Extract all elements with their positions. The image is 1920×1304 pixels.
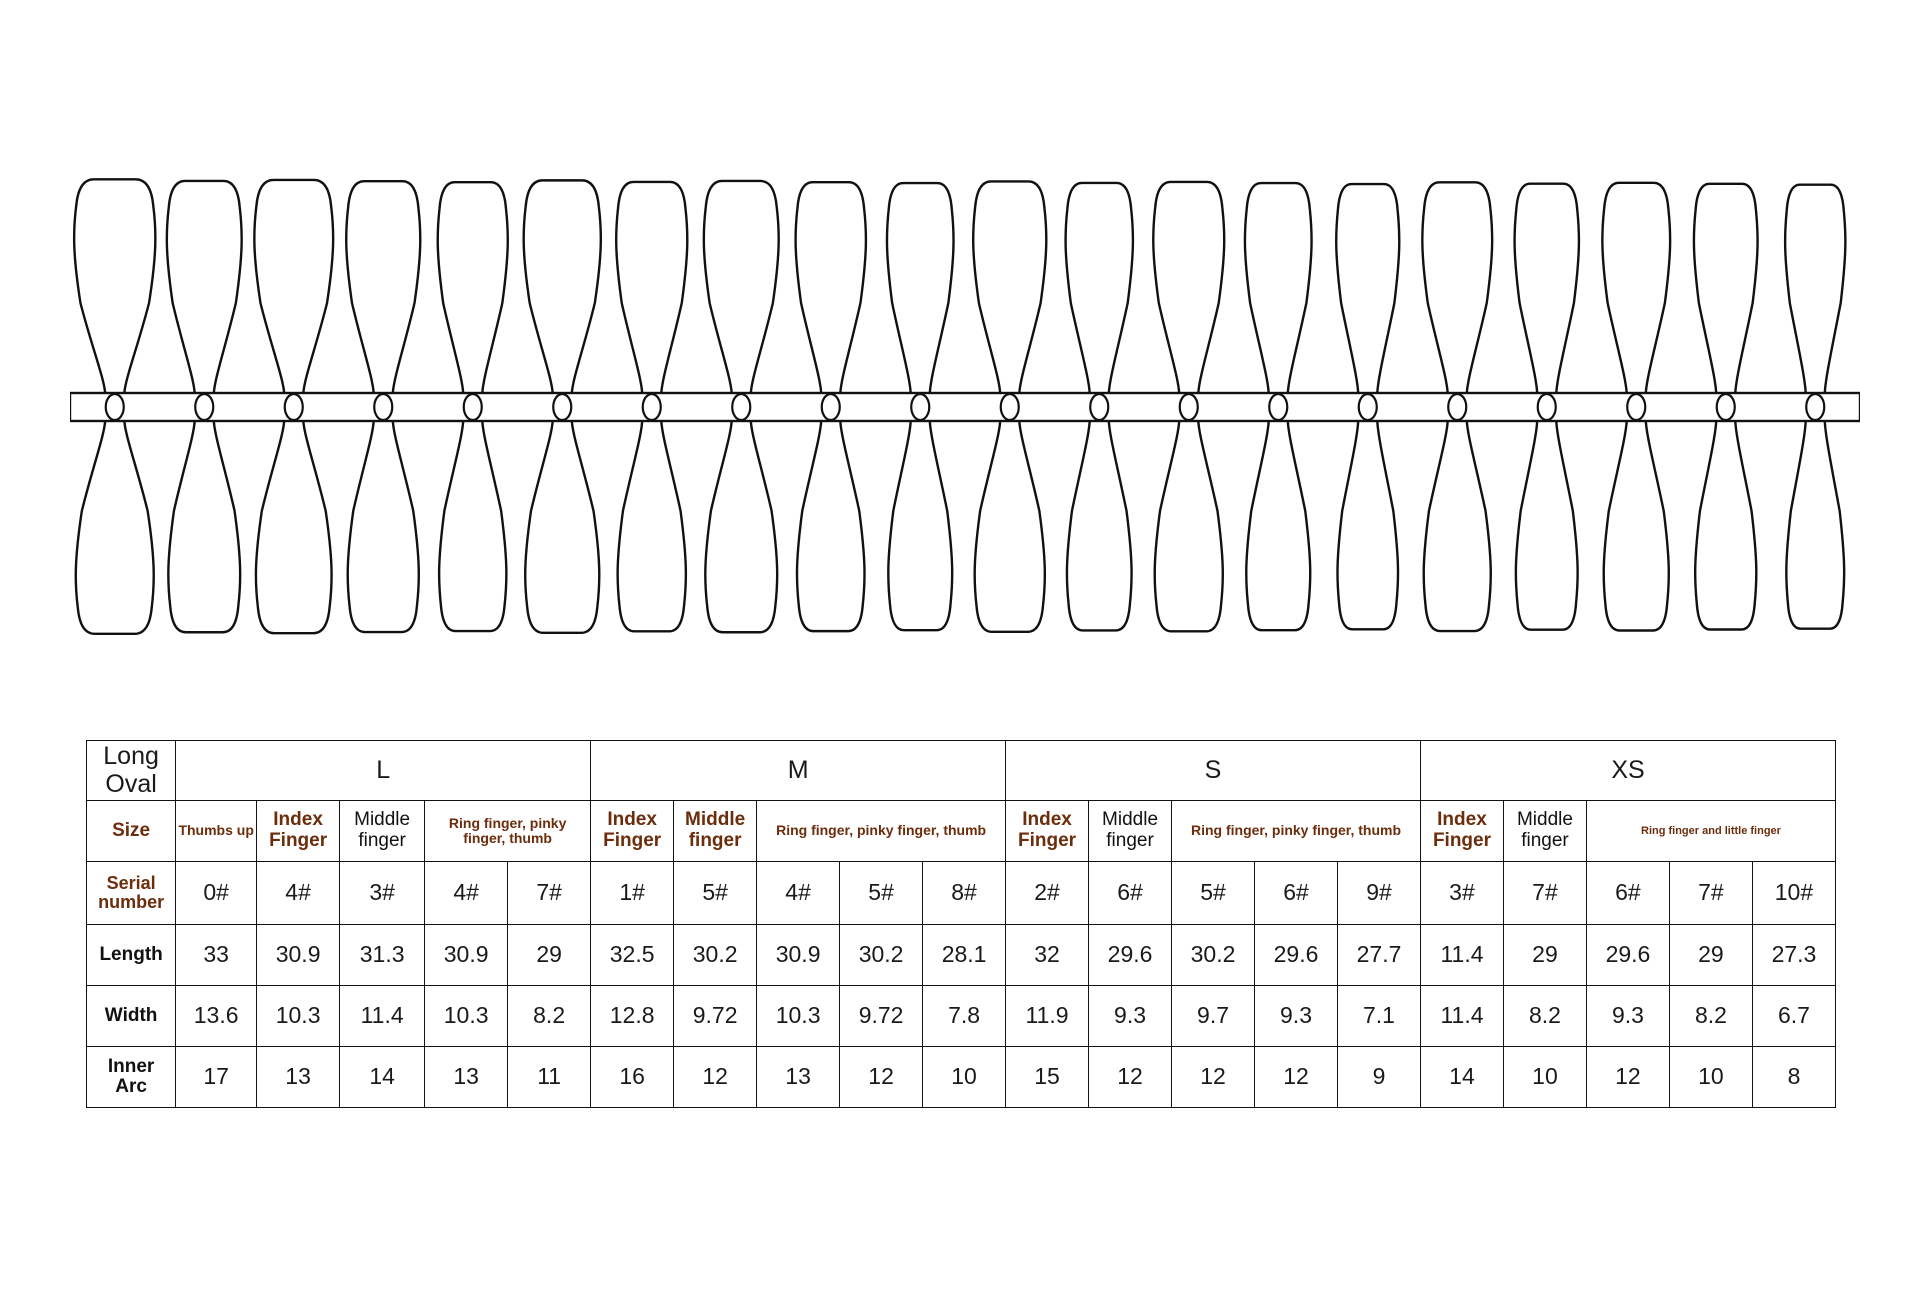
- inner-arc-cell: 12: [840, 1047, 923, 1108]
- inner-arc-cell: 12: [1089, 1047, 1172, 1108]
- width-cell: 9.72: [840, 986, 923, 1047]
- nail-tip-top: [616, 182, 687, 395]
- finger-xs-ring-little: Ring finger and little finger: [1586, 801, 1835, 862]
- nail-tip-bottom: [888, 419, 952, 630]
- group-label-s: S: [1006, 741, 1421, 801]
- nail-tip-bottom: [618, 419, 686, 631]
- length-cell: 30.2: [1172, 925, 1255, 986]
- width-cell: 6.7: [1752, 986, 1835, 1047]
- width-cell: 8.2: [508, 986, 591, 1047]
- inner-arc-cell: 12: [1172, 1047, 1255, 1108]
- serial-cell: 4#: [257, 862, 340, 925]
- nail-tip-top: [1153, 182, 1224, 395]
- inner-arc-cell: 11: [508, 1047, 591, 1108]
- finger-m-middle: Middle finger: [674, 801, 757, 862]
- strip-hole: [1538, 394, 1556, 420]
- length-cell: 33: [176, 925, 257, 986]
- strip-hole: [643, 394, 661, 420]
- width-cell: 12.8: [591, 986, 674, 1047]
- strip-hole: [1090, 394, 1108, 420]
- inner-arc-row: [87, 1047, 1836, 1108]
- length-cell: 32.5: [591, 925, 674, 986]
- finger-header-row: [87, 801, 1836, 862]
- nail-tip-top: [1422, 182, 1492, 395]
- serial-cell: 7#: [508, 862, 591, 925]
- nail-tip-bottom: [1067, 419, 1132, 630]
- strip-hole: [464, 394, 482, 420]
- nail-tips-illustration: [70, 150, 1860, 710]
- serial-cell: 6#: [1586, 862, 1669, 925]
- nail-tip-bottom: [1424, 419, 1491, 631]
- row-label-length: Length: [87, 925, 176, 986]
- width-cell: 9.72: [674, 986, 757, 1047]
- row-label-serial-line2: number: [98, 892, 165, 912]
- row-label-serial-line1: Serial: [106, 873, 156, 894]
- length-cell: 30.2: [674, 925, 757, 986]
- width-cell: 8.2: [1669, 986, 1752, 1047]
- strip-hole: [374, 394, 392, 420]
- serial-cell: 4#: [425, 862, 508, 925]
- group-label-xs: XS: [1420, 741, 1835, 801]
- nail-tip-bottom: [1155, 419, 1223, 631]
- length-cell: 29.6: [1255, 925, 1338, 986]
- serial-cell: 5#: [674, 862, 757, 925]
- inner-arc-cell: 13: [425, 1047, 508, 1108]
- length-cell: 29.6: [1586, 925, 1669, 986]
- nail-tip-bottom: [797, 419, 865, 631]
- strip-hole: [732, 394, 750, 420]
- inner-arc-cell: 10: [1503, 1047, 1586, 1108]
- length-cell: 27.7: [1338, 925, 1421, 986]
- finger-xs-index: Index Finger: [1420, 801, 1503, 862]
- width-row: [87, 986, 1836, 1047]
- nail-tip-bottom: [348, 419, 419, 632]
- nail-tip-bottom: [1695, 419, 1756, 629]
- serial-cell: 7#: [1669, 862, 1752, 925]
- inner-arc-cell: 10: [923, 1047, 1006, 1108]
- width-cell: 10.3: [757, 986, 840, 1047]
- inner-arc-cell: 14: [1420, 1047, 1503, 1108]
- serial-cell: 5#: [1172, 862, 1255, 925]
- strip-hole: [911, 394, 929, 420]
- inner-arc-cell: 10: [1669, 1047, 1752, 1108]
- size-chart-table: [86, 740, 1836, 1108]
- inner-arc-cell: 15: [1006, 1047, 1089, 1108]
- nail-tip-top: [1515, 184, 1579, 395]
- length-row: [87, 925, 1836, 986]
- nail-tip-bottom: [439, 419, 506, 631]
- length-cell: 32: [1006, 925, 1089, 986]
- finger-m-index: Index Finger: [591, 801, 674, 862]
- nail-tip-top: [438, 182, 508, 395]
- finger-l-thumb: Thumbs up: [176, 801, 257, 862]
- serial-cell: 5#: [840, 862, 923, 925]
- strip-hole: [1359, 394, 1377, 420]
- width-cell: 11.4: [1420, 986, 1503, 1047]
- finger-l-ring-pinky-thumb: Ring finger, pinky finger, thumb: [425, 801, 591, 862]
- nail-tip-bottom: [1604, 419, 1669, 631]
- serial-cell: 4#: [757, 862, 840, 925]
- strip-hole: [285, 394, 303, 420]
- inner-arc-cell: 13: [757, 1047, 840, 1108]
- inner-arc-cell: 9: [1338, 1047, 1421, 1108]
- nail-tip-top: [1066, 183, 1133, 395]
- nail-tip-top: [1245, 183, 1312, 395]
- strip-hole: [1001, 394, 1019, 420]
- width-cell: 13.6: [176, 986, 257, 1047]
- strip-hole: [1448, 394, 1466, 420]
- nail-tip-bottom: [1516, 419, 1578, 630]
- serial-cell: 3#: [1420, 862, 1503, 925]
- width-cell: 7.8: [923, 986, 1006, 1047]
- length-cell: 29: [1503, 925, 1586, 986]
- row-label-serial: [87, 862, 176, 925]
- nail-tip-top: [524, 180, 601, 395]
- serial-cell: 9#: [1338, 862, 1421, 925]
- nail-tip-top: [796, 182, 866, 395]
- width-cell: 10.3: [257, 986, 340, 1047]
- serial-cell: 8#: [923, 862, 1006, 925]
- finger-l-middle: Middle finger: [340, 801, 425, 862]
- inner-arc-cell: 13: [257, 1047, 340, 1108]
- inner-arc-cell: 8: [1752, 1047, 1835, 1108]
- nail-tip-top: [704, 181, 779, 395]
- strip-hole: [822, 394, 840, 420]
- nail-tip-bottom: [1246, 419, 1310, 630]
- serial-cell: 3#: [340, 862, 425, 925]
- length-cell: 31.3: [340, 925, 425, 986]
- strip-hole: [1806, 394, 1824, 420]
- length-cell: 29: [508, 925, 591, 986]
- group-header-row: [87, 741, 1836, 801]
- nail-tip-top: [254, 180, 333, 395]
- serial-cell: 2#: [1006, 862, 1089, 925]
- length-cell: 29.6: [1089, 925, 1172, 986]
- finger-s-index: Index Finger: [1006, 801, 1089, 862]
- row-label-width: Width: [87, 986, 176, 1047]
- nail-tip-top: [1602, 183, 1670, 395]
- serial-number-row: [87, 862, 1836, 925]
- finger-s-middle: Middle finger: [1089, 801, 1172, 862]
- finger-m-ring-pinky-thumb: Ring finger, pinky finger, thumb: [757, 801, 1006, 862]
- serial-cell: 6#: [1255, 862, 1338, 925]
- length-cell: 28.1: [923, 925, 1006, 986]
- row-label-inner-arc-line1: Inner: [107, 1056, 155, 1078]
- serial-cell: 1#: [591, 862, 674, 925]
- serial-cell: 0#: [176, 862, 257, 925]
- strip-hole: [195, 394, 213, 420]
- nail-strip-svg: [70, 150, 1860, 710]
- strip-hole: [1180, 394, 1198, 420]
- row-label-size: Size: [87, 801, 176, 862]
- finger-l-index: Index Finger: [257, 801, 340, 862]
- width-cell: 11.9: [1006, 986, 1089, 1047]
- width-cell: 11.4: [340, 986, 425, 1047]
- corner-label: Long Oval: [87, 741, 176, 801]
- serial-cell: 7#: [1503, 862, 1586, 925]
- length-cell: 30.9: [425, 925, 508, 986]
- inner-arc-cell: 12: [1255, 1047, 1338, 1108]
- group-label-l: L: [176, 741, 591, 801]
- size-chart-container: [86, 740, 1836, 1108]
- width-cell: 9.7: [1172, 986, 1255, 1047]
- strip-hole: [1627, 394, 1645, 420]
- serial-cell: 10#: [1752, 862, 1835, 925]
- nail-tip-bottom: [256, 419, 332, 633]
- nail-tip-top: [1694, 184, 1758, 395]
- width-cell: 9.3: [1586, 986, 1669, 1047]
- nail-tip-top: [973, 181, 1046, 395]
- length-cell: 30.2: [840, 925, 923, 986]
- width-cell: 9.3: [1089, 986, 1172, 1047]
- nail-tip-top: [887, 183, 954, 395]
- nail-tip-top: [74, 179, 155, 395]
- serial-cell: 6#: [1089, 862, 1172, 925]
- group-label-m: M: [591, 741, 1006, 801]
- width-cell: 9.3: [1255, 986, 1338, 1047]
- length-cell: 30.9: [257, 925, 340, 986]
- inner-arc-cell: 12: [674, 1047, 757, 1108]
- length-cell: 29: [1669, 925, 1752, 986]
- nail-tip-top: [346, 181, 420, 395]
- length-cell: 30.9: [757, 925, 840, 986]
- strip-hole: [106, 394, 124, 420]
- nail-tip-bottom: [525, 419, 599, 633]
- nail-tip-bottom: [1786, 419, 1844, 629]
- width-cell: 8.2: [1503, 986, 1586, 1047]
- row-label-inner-arc: [87, 1047, 176, 1108]
- strip-bar: [70, 393, 1860, 421]
- width-cell: 7.1: [1338, 986, 1421, 1047]
- nail-tip-bottom: [1337, 419, 1398, 629]
- nail-tip-bottom: [168, 419, 240, 632]
- strip-hole: [1269, 394, 1287, 420]
- width-cell: 10.3: [425, 986, 508, 1047]
- finger-s-ring-pinky-thumb: Ring finger, pinky finger, thumb: [1172, 801, 1421, 862]
- nail-tip-bottom: [975, 419, 1045, 632]
- nail-tip-top: [1336, 184, 1399, 395]
- inner-arc-cell: 12: [1586, 1047, 1669, 1108]
- inner-arc-cell: 14: [340, 1047, 425, 1108]
- strip-hole: [553, 394, 571, 420]
- length-cell: 27.3: [1752, 925, 1835, 986]
- finger-xs-middle: Middle finger: [1503, 801, 1586, 862]
- strip-hole: [1717, 394, 1735, 420]
- row-label-inner-arc-line2: Arc: [115, 1076, 147, 1097]
- nail-tip-bottom: [76, 419, 154, 634]
- nail-tip-top: [1785, 185, 1845, 395]
- nail-tip-bottom: [705, 419, 777, 632]
- inner-arc-cell: 17: [176, 1047, 257, 1108]
- inner-arc-cell: 16: [591, 1047, 674, 1108]
- length-cell: 11.4: [1420, 925, 1503, 986]
- nail-tip-top: [167, 181, 242, 395]
